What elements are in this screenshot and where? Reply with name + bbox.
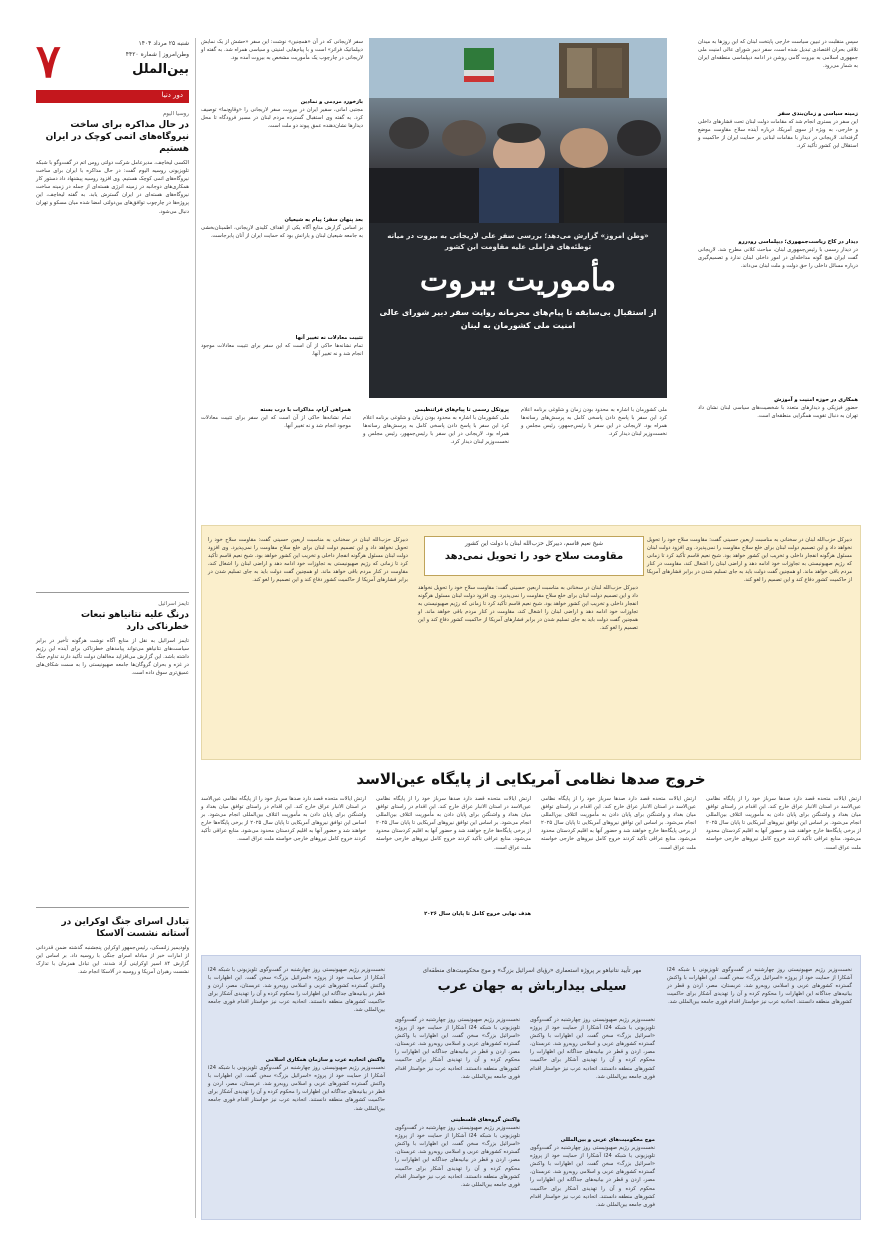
story-body: تایمز اسرائیل به نقل از منابع آگاه نوشت هرگونه تأخیر در برابر سیاست‌های نتانیاهو می‌تواند پیامدهای خطرناکی برای آینده این رژیم داشته باشد. این گزارش می‌افزاید مخالفان دولت تأکید دارند تداوم جنگ در غزه و بحران گروگان‌ها جامعه صهیونیستی را به سمت شکاف‌های عمیق‌تری سوق داده است.	[36, 638, 189, 677]
hezbollah-story-box	[201, 525, 861, 760]
feature-title: مأموریت بیروت	[419, 263, 617, 298]
sidebar-story-2	[36, 601, 189, 899]
section-band	[36, 90, 189, 103]
feature-left-body: سفر لاریجانی که در آن «همچنین» نوشت: این سفر «حشش از یک نمایش دیپلماتیک فراتر» است و با پیام‌هایی امنیتی و سیاسی همراه شد. به گفته او لاریجانی در چارچوب یک مأموریت مشخص به بیروت آمده بود.	[201, 39, 363, 62]
issue-date: شنبه ۲۵ مرداد ۱۴۰۴	[138, 40, 189, 47]
story-headline: در حال مذاکره برای ساخت نیروگاه‌های اتمی کوچک در ایران هستیم	[45, 120, 189, 154]
ain-al-asad-headline: خروج صدها نظامی آمریکایی از پایگاه عین‌الاسد	[356, 770, 706, 788]
feature-lower-col-2	[363, 406, 509, 514]
blue-col-3	[395, 1016, 520, 1199]
sidebar-story-1	[36, 111, 189, 584]
blue-kicker: مهر تأیید نتانیاهو بر پروژه استعماری «رؤیای اسرائیل بزرگ» و موج محکومیت‌های منطقه‌ای	[422, 968, 642, 974]
feature-photo	[369, 38, 667, 223]
yellow-kicker: شیخ نعیم قاسم، دبیرکل حزب‌الله لبنان با دولت این کشور	[465, 541, 603, 547]
feature-subtitle: از استقبال بی‌سابقه تا پیام‌های محرمانه روایت سفر دبیر شورای عالی امنیت ملی کشورمان به لبنان	[379, 308, 657, 330]
feature-left-subhead-3: تثبیت معادلات نه تغییر آنها	[295, 335, 363, 342]
right-column	[698, 38, 858, 513]
mid-col-2: ارتش ایالات متحده قصد دارد صدها سرباز خود را از پایگاه نظامی عین‌الاسد در استان الانبار عراق خارج کند. این اقدام در راستای توافق میان بغداد و واشنگتن برای پایان دادن به مأموریت ائتلاف بین‌المللی انجام می‌شود. بر اساس این توافق نیروهای آمریکایی تا پایان سال ۲۰۲۵ از برخی پایگاه‌ها خارج خواهند شد و حضور آنها به اقلیم کردستان محدود می‌شود. منابع عراقی تأکید کردند خروج کامل نیروهای خارجی خواسته ملت عراق است.	[541, 796, 696, 851]
feature-kicker: «وطن امروز» گزارش می‌دهد؛ بررسی سفر علی لاریجانی به بیروت در میانه توطئه‌های فراملی علیه مقاومت این کشور	[387, 232, 649, 251]
feature-lower-col-1	[521, 406, 667, 523]
yellow-col-3: دبیرکل حزب‌الله لبنان در سخنانی به مناسبت اربعین حسینی گفت: مقاومت سلاح خود را تحویل نخواهد داد و این تصمیم دولت لبنان برای خلع سلاح مقاومت را نمی‌پذیرد. وی افزود دولت لبنان مسئول هرگونه انفجار داخلی و تخریب این کشور خواهد بود. شیخ نعیم قاسم تأکید کرد تا زمانی که رژیم صهیونیستی به تجاوزات خود ادامه دهد و اراضی لبنان را اشغال کند، مقاومت در کنار مردم باقی خواهد ماند. او همچنین گفت دولت باید به جای تسلیم شدن در برابر فشارهای آمریکا از حاکمیت کشور دفاع کند و این تصمیم را لغو کند.	[208, 537, 408, 584]
issue-number: وطن‌امروز | شماره ۴۴۲۰	[125, 51, 189, 58]
feature-lower-body-3: تمام نشانه‌ها حاکی از آن است که این سفر برای تثبیت معادلات موجود انجام شد و نه تغییر آنها.	[201, 415, 351, 430]
mid-col-3-body: ارتش ایالات متحده قصد دارد صدها سرباز خود را از پایگاه نظامی عین‌الاسد در استان الانبار عراق خارج کند. این اقدام در راستای توافق میان بغداد و واشنگتن برای پایان دادن به مأموریت ائتلاف بین‌المللی انجام می‌شود. بر اساس این توافق نیروهای آمریکایی تا پایان سال ۲۰۲۵ از برخی پایگاه‌ها خارج خواهند شد و حضور آنها به اقلیم کردستان محدود می‌شود. منابع عراقی تأکید کردند خروج کامل نیروهای خارجی خواسته ملت عراق است.	[376, 796, 531, 851]
yellow-box-header	[424, 536, 644, 576]
blue-subhead-1: واکنش اتحادیه عرب و سازمان همکاری اسلامی	[265, 1057, 385, 1063]
mid-col-4: ارتش ایالات متحده قصد دارد صدها سرباز خود را از پایگاه نظامی عین‌الاسد در استان الانبار عراق خارج کند. این اقدام در راستای توافق میان بغداد و واشنگتن برای پایان دادن به مأموریت ائتلاف بین‌المللی انجام می‌شود. بر اساس این توافق نیروهای آمریکایی تا پایان سال ۲۰۲۵ از برخی پایگاه‌ها خارج خواهند شد و حضور آنها به اقلیم کردستان محدود می‌شود. منابع عراقی تأکید کردند خروج کامل نیروهای خارجی خواسته ملت عراق است.	[201, 796, 366, 843]
yellow-title: مقاومت سلاح خود را تحویل نمی‌دهد	[444, 551, 624, 562]
feature-story	[201, 38, 667, 523]
blue-col-4-body-b: نخست‌وزیر رژیم صهیونیستی روز چهارشنبه در گفت‌وگوی تلویزیونی با شبکه i24 آشکارا از حمایت خود از پروژه «اسرائیل بزرگ» سخن گفت. این اظهارات با واکنش گسترده کشورهای عربی و اسلامی روبه‌رو شد. عربستان، مصر، اردن و قطر در بیانیه‌های جداگانه این اظهارات را محکوم کرده و آن را تهدیدی آشکار برای حاکمیت کشورهای منطقه دانستند. اتحادیه عرب نیز خواستار اقدام فوری جامعه بین‌المللی شد.	[208, 1065, 385, 1112]
body-3: حضور فیزیکی و دیدارهای متعدد با شخصیت‌های سیاسی لبنان نشان داد تهران به دنبال تقویت همگرایی منطقه‌ای است.	[698, 405, 858, 420]
feature-left-body-2: بر اساس گزارش منابع آگاه یکی از اهداف کلیدی لاریجانی، اطمینان‌بخشی به جامعه شیعیان لبنان و یارانش بود که حمایت ایران از آنان پابرجاست.	[201, 225, 363, 240]
feature-left-body-1: مجتبی امانی، سفیر ایران در بیروت، سفر لاریجانی را «وقایع‌نما» توصیف کرد. به گفته وی استقبال گسترده مردم لبنان در مسیر فرودگاه تا محل دیدارها نشان‌دهنده عمق پیوند دو ملت است.	[201, 107, 363, 130]
blue-col-4	[208, 966, 385, 1199]
column-rule	[195, 38, 196, 1218]
blue-col-2-body: نخست‌وزیر رژیم صهیونیستی روز چهارشنبه در گفت‌وگوی تلویزیونی با شبکه i24 آشکارا از حمایت خود از پروژه «اسرائیل بزرگ» سخن گفت. این اظهارات با واکنش گسترده کشورهای عربی و اسلامی روبه‌رو شد. عربستان، مصر، اردن و قطر در بیانیه‌های جداگانه این اظهارات را محکوم کرده و آن را تهدیدی آشکار برای حاکمیت کشورهای منطقه دانستند. اتحادیه عرب نیز خواستار اقدام فوری جامعه بین‌المللی شد.	[530, 1017, 655, 1080]
divider	[36, 907, 189, 908]
subhead-2: دیدار در کاخ ریاست‌جمهوری؛ دیپلماسی رودررو	[738, 239, 858, 246]
body-2: در دیدار رسمی با رئیس‌جمهوری لبنان، مباحث کلانی مطرح شد. لاریجانی گفت ایران هیچ گونه مداخله‌ای در امور داخلی لبنان ندارد و تصمیم‌گیری درباره مسائل داخلی را حق دولت و ملت لبنان می‌داند.	[698, 247, 858, 270]
blue-col-4-body: نخست‌وزیر رژیم صهیونیستی روز چهارشنبه در گفت‌وگوی تلویزیونی با شبکه i24 آشکارا از حمایت خود از پروژه «اسرائیل بزرگ» سخن گفت. این اظهارات با واکنش گسترده کشورهای عربی و اسلامی روبه‌رو شد. عربستان، مصر، اردن و قطر در بیانیه‌های جداگانه این اظهارات را محکوم کرده و آن را تهدیدی آشکار برای حاکمیت کشورهای منطقه دانستند. اتحادیه عرب نیز خواستار اقدام فوری جامعه بین‌المللی شد.	[208, 967, 385, 1014]
feature-left-subhead-1: بازخورد مردمی و نمادین	[300, 99, 363, 105]
feature-left-subhead-2: بعد پنهان سفر؛ پیام به شیعیان	[284, 217, 363, 224]
sidebar	[36, 34, 189, 1218]
feature-title-box	[369, 223, 667, 398]
story-body: الکسی لیخاچف، مدیرعامل شرکت دولتی روس اتم در گفت‌وگو با شبکه تلویزیونی روسیه الیوم گفت: در حال مذاکره با ایران برای ساخت نیروگاه‌های اتمی کوچک هستیم. وی افزود روسیه پیشنهاد داد دستور کار همکاری‌های دوجانبه در زمینه انرژی هسته‌ای از جمله در زمینه ساخت نیروگاه‌های هسته‌ای در ایران گسترش یابد. به گفته لیخاچف، این پروژه‌ها در چارچوب توافق‌های بین‌دولتی امضا شده میان مسکو و تهران دنبال می‌شود.	[36, 160, 189, 215]
blue-col-2	[530, 1016, 655, 1208]
body-1: این سفر در بستری انجام شد که مقامات دولت لبنان تحت فشارهای داخلی و خارجی، به ویژه از سوی آمریکا، درباره آینده سلاح مقاومت موضع گرفته‌اند. لاریجانی در دیدار با مقامات لبنانی بر حمایت ایران از حاکمیت و استقلال این کشور تأکید کرد.	[698, 119, 858, 150]
sidebar-story-3	[36, 916, 189, 1174]
subhead-1: زمینه سیاسی و زمان‌بندی سفر	[778, 111, 858, 117]
story-headline: درنگ علیه نتانیاهو تبعات خطرناکی دارد	[80, 610, 189, 632]
mid-subhead: هدف نهایی خروج کامل تا پایان سال ۲۰۲۶	[424, 911, 531, 917]
story-kicker: تایمز اسرائیل	[158, 601, 189, 607]
greater-israel-story-box	[201, 955, 861, 1220]
blue-col-2-body-b: نخست‌وزیر رژیم صهیونیستی روز چهارشنبه در گفت‌وگوی تلویزیونی با شبکه i24 آشکارا از حمایت خود از پروژه «اسرائیل بزرگ» سخن گفت. این اظهارات با واکنش گسترده کشورهای عربی و اسلامی روبه‌رو شد. عربستان، مصر، اردن و قطر در بیانیه‌های جداگانه این اظهارات را محکوم کرده و آن را تهدیدی آشکار برای حاکمیت کشورهای منطقه دانستند. اتحادیه عرب نیز خواستار اقدام فوری جامعه بین‌المللی شد.	[530, 1145, 655, 1208]
blue-col-3-body: نخست‌وزیر رژیم صهیونیستی روز چهارشنبه در گفت‌وگوی تلویزیونی با شبکه i24 آشکارا از حمایت خود از پروژه «اسرائیل بزرگ» سخن گفت. این اظهارات با واکنش گسترده کشورهای عربی و اسلامی روبه‌رو شد. عربستان، مصر، اردن و قطر در بیانیه‌های جداگانه این اظهارات را محکوم کرده و آن را تهدیدی آشکار برای حاکمیت کشورهای منطقه دانستند. اتحادیه عرب نیز خواستار اقدام فوری جامعه بین‌المللی شد.	[395, 1017, 520, 1080]
story-kicker: روسیا الیوم	[162, 111, 189, 117]
band-label: دور دنیا	[161, 91, 183, 99]
intro-text: سپس منقلبت در تبیین سیاست خارجی پایتخت لبنان که این روزها به میدان تلاقی بحران اقتصادی تبدیل شده است، سفر دبیر شورای عالی امنیت ملی جمهوری اسلامی به بیروت گامی روشن در ادامه دیپلماسی منطقه‌ای ایران به شمار می‌رود.	[698, 39, 858, 70]
subhead-3: همکاری در حوزه امنیت و آموزش	[774, 397, 858, 404]
story-headline: تبادل اسرای جنگ اوکراین در آستانه نشست آلاسکا	[61, 917, 189, 939]
feature-lower-body: ملی کشورمان با اشاره به محدود بودن زمان و شلوغی برنامه اعلام کرد این سفر با پاسخ دادن پاسخی کامل به پرسش‌های رسانه‌ها همراه بود. لاریجانی در این سفر با رئیس‌جمهور، رئیس مجلس و نخست‌وزیر لبنان دیدار کرد.	[521, 407, 667, 438]
blue-col-3-body-b: نخست‌وزیر رژیم صهیونیستی روز چهارشنبه در گفت‌وگوی تلویزیونی با شبکه i24 آشکارا از حمایت خود از پروژه «اسرائیل بزرگ» سخن گفت. این اظهارات با واکنش گسترده کشورهای عربی و اسلامی روبه‌رو شد. عربستان، مصر، اردن و قطر در بیانیه‌های جداگانه این اظهارات را محکوم کرده و آن را تهدیدی آشکار برای حاکمیت کشورهای منطقه دانستند. اتحادیه عرب نیز خواستار اقدام فوری جامعه بین‌المللی شد.	[395, 1125, 520, 1188]
section-title: بین‌الملل	[132, 62, 189, 77]
story-body: ولودیمیر زلنسکی، رئیس‌جمهور اوکراین پنجشنبه گذشته ضمن قدردانی از امارات خبر از مبادله اسرای جنگی با روسیه داد. بر اساس این گزارش ۸۴ اسیر اوکراینی آزاد شدند. این تبادل همزمان با تدارک نشست رهبران آمریکا و روسیه در آلاسکا انجام شد.	[36, 945, 189, 976]
yellow-col-2: دبیرکل حزب‌الله لبنان در سخنانی به مناسبت اربعین حسینی گفت: مقاومت سلاح خود را تحویل نخواهد داد و این تصمیم دولت لبنان برای خلع سلاح مقاومت را نمی‌پذیرد. وی افزود دولت لبنان مسئول هرگونه انفجار داخلی و تخریب این کشور خواهد بود. شیخ نعیم قاسم تأکید کرد تا زمانی که رژیم صهیونیستی به تجاوزات خود ادامه دهد و اراضی لبنان را اشغال کند، مقاومت در کنار مردم باقی خواهد ماند. او همچنین گفت دولت باید به جای تسلیم شدن در برابر فشارهای آمریکا از حاکمیت کشور دفاع کند و این تصمیم را لغو کند.	[418, 585, 638, 632]
page-number: ۷	[36, 34, 61, 88]
feature-lower-subhead-2: همراهی آرام، مذاکرات با درب بسته	[260, 407, 351, 413]
blue-subhead-2: واکنش گروه‌های فلسطینی	[450, 1117, 520, 1123]
feature-left-body-3: تمام نشانه‌ها حاکی از آن است که این سفر برای تثبیت معادلات موجود انجام شد و نه تغییر آنها.	[201, 343, 363, 358]
blue-title: سیلی بیدارباش به جهان عرب	[437, 979, 627, 994]
masthead	[36, 34, 189, 88]
blue-box-header	[402, 968, 662, 1006]
yellow-col-1: دبیرکل حزب‌الله لبنان در سخنانی به مناسبت اربعین حسینی گفت: مقاومت سلاح خود را تحویل نخواهد داد و این تصمیم دولت لبنان برای خلع سلاح مقاومت را نمی‌پذیرد. وی افزود دولت لبنان مسئول هرگونه انفجار داخلی و تخریب این کشور خواهد بود. شیخ نعیم قاسم تأکید کرد تا زمانی که رژیم صهیونیستی به تجاوزات خود ادامه دهد و اراضی لبنان را اشغال کند، مقاومت در کنار مردم باقی خواهد ماند. او همچنین گفت دولت باید به جای تسلیم شدن در برابر فشارهای آمریکا از حاکمیت کشور دفاع کند و این تصمیم را لغو کند.	[647, 537, 852, 584]
blue-col-1: نخست‌وزیر رژیم صهیونیستی روز چهارشنبه در گفت‌وگوی تلویزیونی با شبکه i24 آشکارا از حمایت خود از پروژه «اسرائیل بزرگ» سخن گفت. این اظهارات با واکنش گسترده کشورهای عربی و اسلامی روبه‌رو شد. عربستان، مصر، اردن و قطر در بیانیه‌های جداگانه این اظهارات را محکوم کرده و آن را تهدیدی آشکار برای حاکمیت کشورهای منطقه دانستند. اتحادیه عرب نیز خواستار اقدام فوری جامعه بین‌المللی شد.	[667, 967, 852, 1006]
mid-col-1: ارتش ایالات متحده قصد دارد صدها سرباز خود را از پایگاه نظامی عین‌الاسد در استان الانبار عراق خارج کند. این اقدام در راستای توافق میان بغداد و واشنگتن برای پایان دادن به مأموریت ائتلاف بین‌المللی انجام می‌شود. بر اساس این توافق نیروهای آمریکایی تا پایان سال ۲۰۲۵ از برخی پایگاه‌ها خارج خواهند شد و حضور آنها به اقلیم کردستان محدود می‌شود. منابع عراقی تأکید کردند خروج کامل نیروهای خارجی خواسته ملت عراق است.	[706, 796, 861, 851]
mid-col-3	[376, 795, 531, 918]
feature-lower-subhead: پروتکل رسمی تا پیام‌های فراتنظیمی	[414, 407, 509, 413]
divider	[36, 592, 189, 593]
crowd-photo-illustration	[369, 38, 667, 223]
ain-al-asad-body	[201, 795, 861, 940]
blue-subhead-3: موج محکومیت‌های عربی و بین‌المللی	[560, 1137, 655, 1143]
feature-lower-text	[201, 406, 667, 523]
feature-lower-col-3	[201, 406, 351, 514]
feature-lower-body-2: ملی کشورمان با اشاره به محدود بودن زمان و شلوغی برنامه اعلام کرد این سفر با پاسخ دادن پاسخی کامل به پرسش‌های رسانه‌ها همراه بود. لاریجانی در این سفر با رئیس‌جمهور، رئیس مجلس و نخست‌وزیر لبنان دیدار کرد.	[363, 415, 509, 446]
feature-side-text	[201, 38, 363, 398]
